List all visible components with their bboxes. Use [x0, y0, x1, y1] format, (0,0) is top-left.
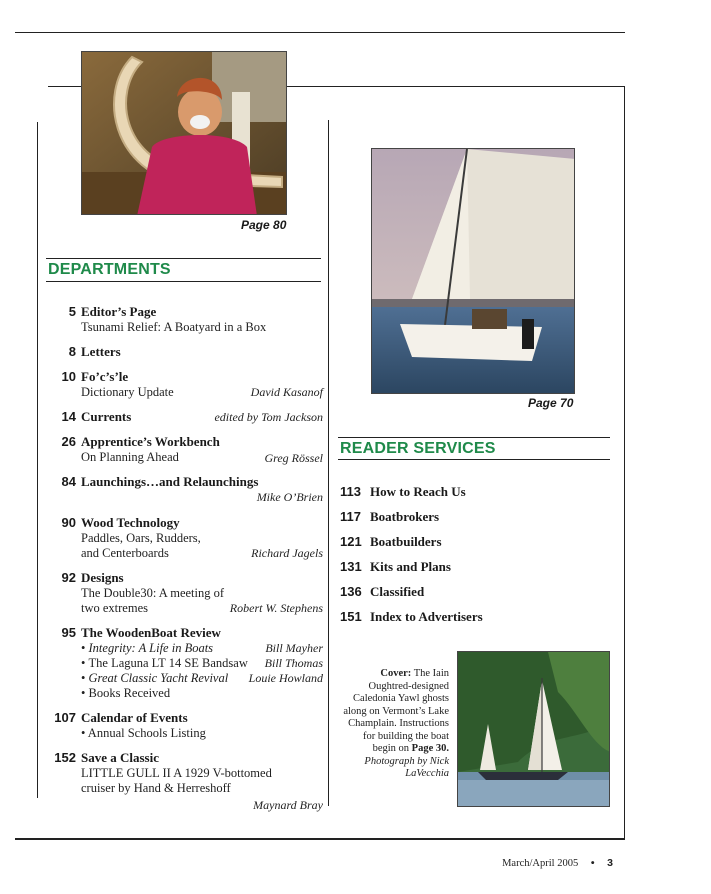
reader-service-page-number: 151: [340, 609, 362, 624]
reader-service-classified[interactable]: [340, 584, 600, 602]
toc-subtitle: Paddles, Oars, Rudders,: [81, 531, 201, 545]
reader-service-title: Classified: [370, 584, 425, 599]
toc-page-number: 107: [54, 710, 76, 725]
reader-service-boatbuilders[interactable]: [340, 534, 600, 552]
toc-subtitle: Dictionary Update: [81, 385, 174, 399]
toc-subtitle: two extremes: [81, 601, 148, 615]
toc-subtitle: On Planning Ahead: [81, 450, 179, 464]
center-column-line: [328, 120, 329, 806]
reader-services-heading: READER SERVICES: [340, 440, 496, 457]
reader-service-page-number: 136: [340, 584, 362, 599]
toc-page-number: 10: [61, 369, 76, 384]
review-item-text: The Laguna LT 14 SE Bandsaw: [88, 656, 248, 670]
toc-author: Robert W. Stephens: [229, 601, 323, 615]
top-photo-caption: Page 80: [241, 218, 287, 232]
toc-page-number: 14: [61, 409, 76, 424]
toc-page-number: 5: [68, 304, 76, 319]
woodworker-photo: [81, 51, 287, 215]
review-item-bullet: • Great Classic Yacht Revival: [81, 671, 229, 685]
toc-title: Launchings…and Relaunchings: [81, 474, 259, 489]
reader-service-page-number: 113: [340, 484, 361, 499]
toc-author: Maynard Bray: [253, 798, 323, 812]
toc-title: Designs: [81, 570, 124, 585]
bottom-rule: [15, 838, 625, 840]
toc-subtitle: The Double30: A meeting of: [81, 586, 225, 600]
sailboat-photo: [371, 148, 575, 394]
toc-title: Calendar of Events: [81, 710, 188, 725]
toc-title: Editor’s Page: [81, 304, 157, 319]
toc-page-number: 84: [61, 474, 76, 489]
woodworker-illustration: [82, 52, 287, 215]
cover-caption: [339, 668, 449, 781]
reader-service-page-number: 131: [340, 559, 362, 574]
sailboat-photo-caption: Page 70: [528, 396, 574, 410]
toc-page-number: 26: [61, 434, 76, 449]
toc-author: David Kasanof: [250, 385, 323, 399]
toc-title: Save a Classic: [81, 750, 159, 765]
toc-author: edited by Tom Jackson: [214, 410, 323, 424]
toc-subtitle: Tsunami Relief: A Boatyard in a Box: [81, 320, 267, 334]
review-item-bullet: • The Laguna LT 14 SE Bandsaw: [81, 656, 248, 670]
review-item-text: Integrity: A Life in Boats: [88, 641, 214, 655]
toc-subtitle: LITTLE GULL II A 1929 V-bottomed: [81, 766, 272, 780]
toc-title: Wood Technology: [81, 515, 180, 530]
toc-page-number: 95: [61, 625, 76, 640]
left-column-line: [37, 122, 38, 798]
frame-right-line: [624, 86, 625, 838]
toc-author: Greg Rössel: [264, 451, 323, 465]
reader-service-kits-and-plans[interactable]: [340, 559, 600, 577]
toc-page-number: 90: [61, 515, 76, 530]
toc-author: Richard Jagels: [251, 546, 323, 560]
toc-title: The WoodenBoat Review: [81, 625, 221, 640]
reader-service-page-number: 117: [340, 509, 361, 524]
page-number: 3: [607, 857, 613, 869]
toc-subtitle: and Centerboards: [81, 546, 169, 560]
review-item-text: Books Received: [88, 686, 171, 700]
folio: [502, 857, 613, 869]
reader-service-title: Kits and Plans: [370, 559, 451, 574]
review-item-text: Great Classic Yacht Revival: [88, 671, 229, 685]
cover-text: The Iain Oughtred-designed Caledonia Yawl ghosts along on Vermont’s Lake Champlain. Instructions for building the boat begin on: [343, 668, 449, 754]
review-item-bullet: • Integrity: A Life in Boats: [81, 641, 214, 655]
reader-service-index-to-advertisers[interactable]: [340, 609, 600, 627]
review-item-author: Bill Mayher: [265, 641, 323, 655]
toc-author: Mike O’Brien: [256, 490, 323, 504]
folio-bullet: •: [590, 857, 595, 869]
reader-services-rule-bottom: [338, 459, 610, 460]
top-rule: [15, 32, 625, 33]
cover-page-ref: Page 30.: [411, 743, 449, 754]
toc-title: Apprentice’s Workbench: [81, 434, 220, 449]
departments-rule-top: [46, 258, 321, 259]
issue-date: March/April 2005: [502, 858, 579, 869]
toc-title: Letters: [81, 344, 121, 359]
reader-service-title: Boatbuilders: [370, 534, 442, 549]
departments-rule-bottom: [46, 281, 321, 282]
reader-service-title: Index to Advertisers: [370, 609, 483, 624]
cover-photo: [457, 651, 610, 807]
cover-credit: Photograph by Nick LaVecchia: [364, 755, 449, 779]
reader-service-boatbrokers[interactable]: [340, 509, 600, 527]
cover-label: Cover:: [380, 668, 412, 679]
review-item-author: Louie Howland: [248, 671, 323, 685]
cover-yawl-illustration: [458, 652, 610, 807]
toc-title: Currents: [81, 409, 132, 424]
toc-subtitle: cruiser by Hand & Herreshoff: [81, 781, 231, 795]
reader-service-title: Boatbrokers: [370, 509, 440, 524]
toc-page-number: 152: [54, 750, 76, 765]
toc-page-number: 92: [61, 570, 76, 585]
reader-services-rule-top: [338, 437, 610, 438]
reader-service-title: How to Reach Us: [370, 484, 466, 499]
toc-page-number: 8: [68, 344, 76, 359]
toc-subtitle: • Annual Schools Listing: [81, 726, 206, 740]
sailboat-illustration: [372, 149, 575, 394]
review-item-bullet: • Books Received: [81, 686, 171, 700]
toc-title: Fo’c’s’le: [81, 369, 129, 384]
review-item-author: Bill Thomas: [264, 656, 323, 670]
departments-heading: DEPARTMENTS: [48, 261, 171, 278]
reader-service-page-number: 121: [340, 534, 362, 549]
reader-service-how-to-reach-us[interactable]: [340, 484, 600, 502]
